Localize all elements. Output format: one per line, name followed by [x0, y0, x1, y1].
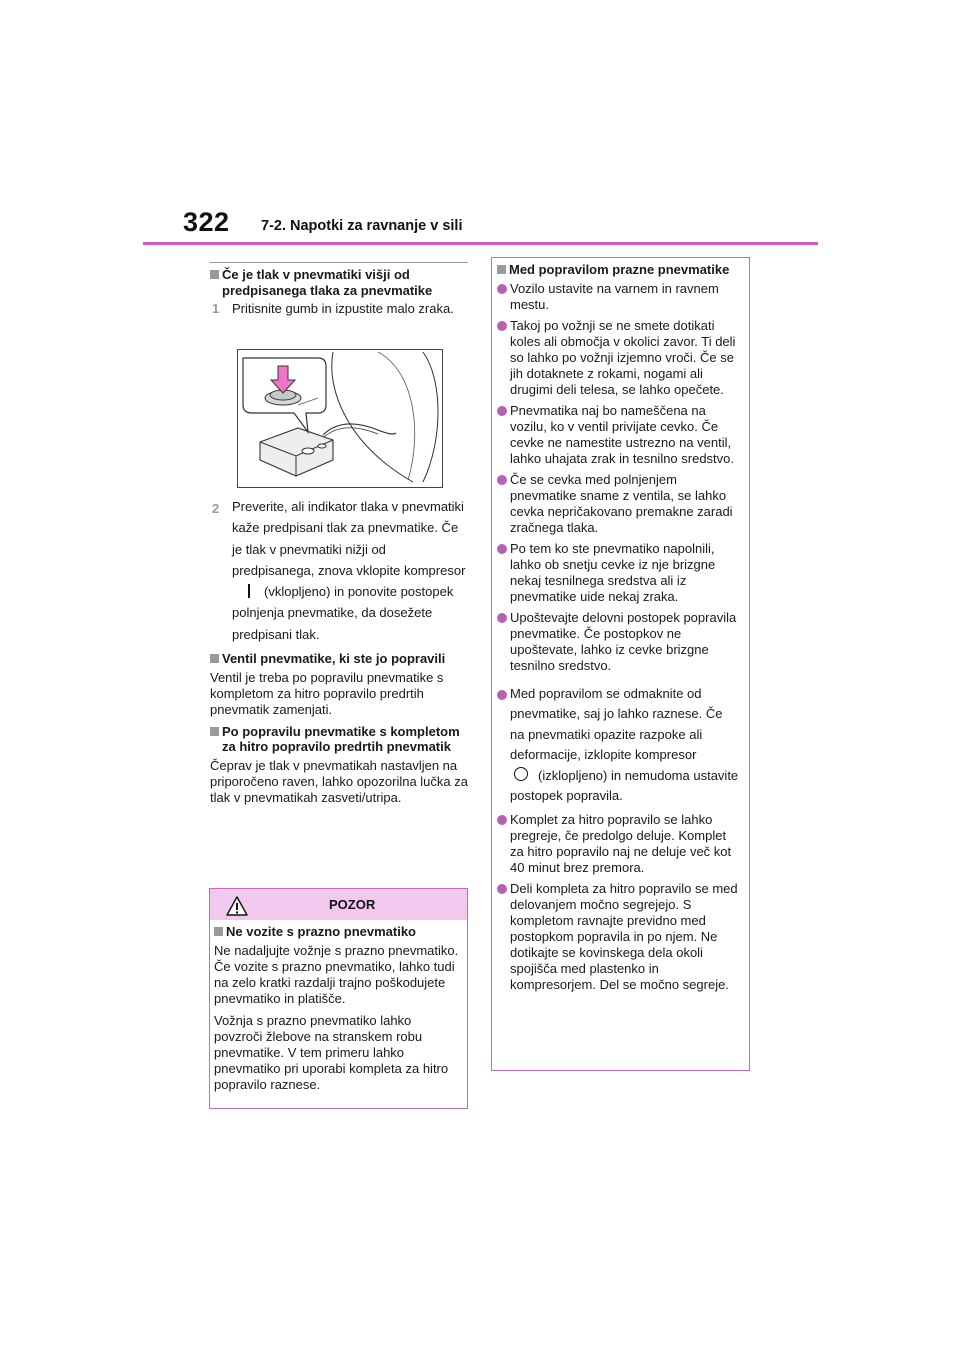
heading-text: Ventil pnevmatike, ki ste jo popravili	[222, 651, 446, 667]
bullet-text: Takoj po vožnji se ne smete dotikati koles ali območja v okolici zavor. Ti deli so lahko po vožnji izjemno vroči. Če se jih dotaknete z rokami, nogami ali drugimi deli telesa, se lahko opečete.	[510, 317, 736, 397]
step-2	[210, 496, 468, 645]
page-number: 322	[183, 207, 230, 237]
caution-title: POZOR	[329, 897, 376, 912]
bullet-text: Vozilo ustavite na varnem in ravnem mestu.	[510, 280, 719, 312]
left-column-lower	[210, 496, 468, 812]
caution-paragraph-2: Če vozite s prazno pnevmatiko, lahko tudi na zelo kratki razdalji trajno poškodujete pnevmatiko in platišče.	[214, 958, 455, 1006]
heading-valve	[210, 651, 468, 667]
bullet-item	[497, 281, 739, 313]
header-rule	[143, 242, 818, 245]
heading-text: Ne vozite s prazno pnevmatiko	[226, 924, 416, 939]
heading-no-flat-driving	[214, 924, 467, 940]
bullet-icon	[497, 884, 507, 894]
left-column	[210, 262, 468, 321]
square-marker-icon	[210, 654, 219, 663]
compressor-drawing	[238, 350, 442, 487]
caution-paragraph-3: Vožnja s prazno pnevmatiko lahko povzroči žlebove na stranskem robu pnevmatike. V tem primeru lahko pnevmatiko pri uporabi kompleta za hitro popravilo raznese.	[214, 1012, 449, 1092]
bullet-icon	[497, 815, 507, 825]
bullet-icon	[497, 690, 507, 700]
bullet-item	[497, 403, 739, 467]
bullet-item	[497, 812, 739, 876]
bullet-item	[497, 610, 739, 674]
heading-text: Če je tlak v pnevmatiki višji od predpisanega tlaka za pnevmatike	[222, 267, 433, 298]
caution-paragraph-1: Ne nadaljujte vožnje s prazno pnevmatiko.	[214, 942, 459, 958]
square-marker-icon	[214, 927, 223, 936]
bullet-icon	[497, 475, 507, 485]
bullet-item	[497, 318, 739, 398]
step-text-cont: (vklopljeno) in ponovite postopek polnjenja pnevmatike, da dosežete predpisani tlak.	[232, 584, 454, 642]
square-marker-icon	[497, 265, 506, 274]
bullet-text: Komplet za hitro popravilo se lahko pregreje, če predolgo deluje. Komplet za hitro popravilo naj ne deluje več kot 40 minut brez premora.	[510, 811, 732, 875]
bullet-item	[497, 472, 739, 536]
square-marker-icon	[210, 727, 219, 736]
divider	[210, 262, 468, 263]
bullet-item	[497, 881, 739, 993]
step-text: Pritisnite gumb in izpustite malo zraka.	[232, 301, 454, 316]
bullet-icon	[497, 613, 507, 623]
bullet-text: Med popravilom se odmaknite od pnevmatike, saj jo lahko raznese. Če na pnevmatiki opazite razpoke ali deformacije, izklopite kompresor	[510, 685, 723, 762]
bullet-item	[497, 541, 739, 605]
step-number: 1	[212, 301, 220, 316]
heading-text: Po popravilu pnevmatike s kompletom za hitro popravilo predrtih pnevmatik	[222, 723, 460, 755]
step-1	[210, 301, 468, 317]
bullet-icon	[497, 321, 507, 331]
bullet-text: Po tem ko ste pnevmatiko napolnili, lahko ob snetju cevke iz nje brizgne nekaj tesnilnega sredstva ali iz pnevmatike uide nekaj zraka.	[510, 540, 716, 604]
compressor-illustration	[237, 349, 443, 488]
bullet-icon	[497, 406, 507, 416]
step-number: 2	[212, 501, 220, 516]
paragraph-valve: Ventil je treba po popravilu pnevmatike s kompletom za hitro popravilo predrtih pnevmatik zamenjati.	[210, 669, 444, 717]
power-on-icon	[248, 584, 250, 598]
caution-header	[210, 889, 467, 920]
bullet-text: Upoštevajte delovni postopek popravila pnevmatike. Če postopkov ne upoštevate, lahko iz cevke brizgne tesnilno sredstvo.	[510, 609, 737, 673]
step-text: Preverite, ali indikator tlaka v pnevmatiki kaže predpisani tlak za pnevmatike. Če je tlak v pnevmatiki nižji od predpisanega, znova vklopite kompresor	[232, 499, 466, 578]
caution-box	[209, 888, 468, 1109]
bullet-text: Če se cevka med polnjenjem pnevmatike sname z ventila, se lahko cevka nepričakovano premakne zaradi zračnega tlaka.	[510, 471, 733, 535]
power-off-icon	[514, 767, 528, 781]
square-marker-icon	[210, 270, 219, 279]
section-title: 7-2. Napotki za ravnanje v sili	[261, 218, 463, 234]
paragraph-after-repair: Čeprav je tlak v pnevmatikah nastavljen na priporočeno raven, lahko opozorilna lučka za tlak v pnevmatikah zasveti/utripa.	[210, 757, 468, 805]
bullet-icon	[497, 544, 507, 554]
warning-triangle-icon	[226, 896, 248, 916]
bullet-text: Pnevmatika naj bo nameščena na vozilu, ko v ventil privijate cevko. Če cevke ne namestite ustrezno na ventil, lahko uhajata zrak in tesnilno sredstvo.	[510, 402, 735, 466]
bullet-item	[497, 684, 739, 807]
caution-body	[210, 920, 467, 1093]
bullet-text: Deli kompleta za hitro popravilo se med delovanjem močno segrejejo. S kompletom ravnajte previdno med postopkom popravila in po njem. Ne dotikajte se kovinskega dela okoli spojišča med plastenko in kompresorjem. Del se močno segreje.	[510, 880, 738, 992]
bullet-icon	[497, 284, 507, 294]
heading-text: Med popravilom prazne pnevmatike	[509, 262, 730, 277]
heading-after-repair	[210, 724, 468, 755]
bullet-text-cont: (izklopljeno) in nemudoma ustavite postopek popravila.	[510, 767, 739, 803]
heading-during-repair	[497, 262, 739, 278]
heading-overpressure	[210, 267, 468, 298]
right-notes-box	[491, 257, 750, 1071]
